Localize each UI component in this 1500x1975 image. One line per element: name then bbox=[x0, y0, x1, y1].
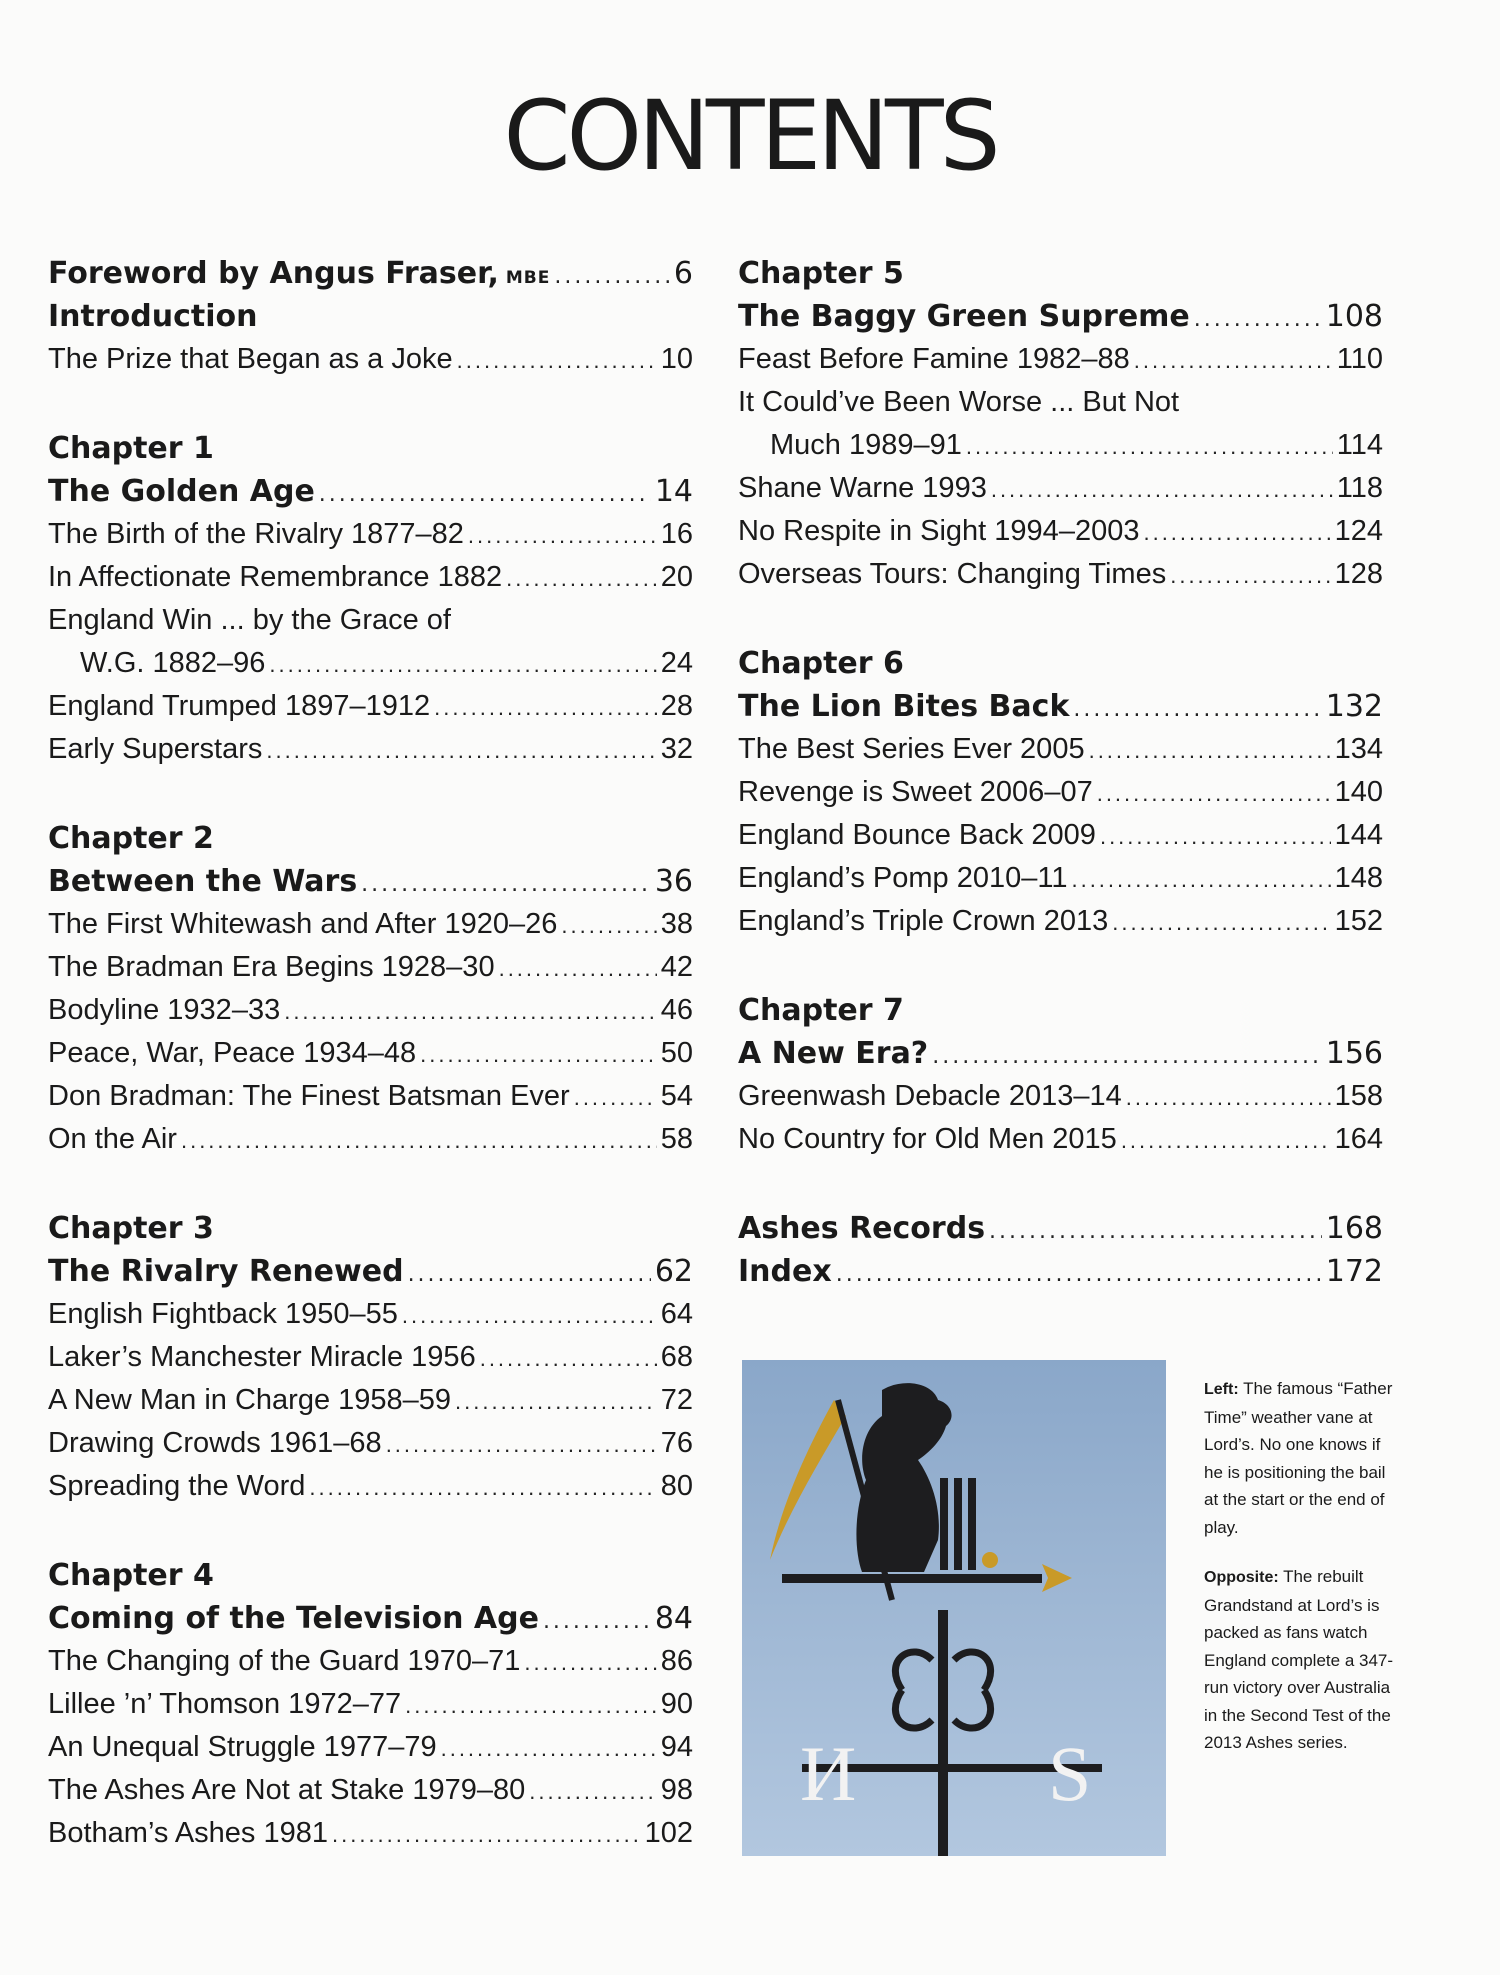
dot-leader bbox=[269, 643, 656, 685]
contents-entry bbox=[48, 903, 693, 946]
weather-vane-illustration bbox=[742, 1360, 1166, 1856]
entry-title: The Ashes Are Not at Stake 1979–80 bbox=[48, 1774, 526, 1806]
contents-entry bbox=[48, 1726, 693, 1769]
contents-entry bbox=[48, 1812, 693, 1855]
contents-entry bbox=[738, 900, 1383, 943]
contents-entry bbox=[48, 1769, 693, 1812]
page-number: 168 bbox=[1325, 1211, 1383, 1246]
contents-entry bbox=[48, 642, 693, 685]
contents-heading-entry bbox=[48, 1597, 693, 1640]
west-letter: И bbox=[800, 1730, 857, 1817]
contents-block bbox=[738, 989, 1383, 1161]
page-number: 68 bbox=[660, 1341, 693, 1373]
dot-leader bbox=[457, 339, 657, 381]
entry-title: Introduction bbox=[48, 299, 258, 334]
entry-title: England’s Pomp 2010–11 bbox=[738, 862, 1068, 894]
caption-left-text: The famous “Father Time” weather vane at Lord’s. No one knows if he is positioning the bail at the start or the end of play. bbox=[1204, 1379, 1393, 1537]
page-number: 62 bbox=[654, 1254, 693, 1289]
entry-title: The Lion Bites Back bbox=[738, 689, 1070, 724]
caption-opposite bbox=[1204, 1563, 1404, 1757]
vane-gold-ball bbox=[982, 1552, 998, 1568]
entry-title: Laker’s Manchester Miracle 1956 bbox=[48, 1341, 476, 1373]
dot-leader bbox=[499, 947, 657, 989]
caption-left bbox=[1204, 1375, 1404, 1541]
page-number: 152 bbox=[1334, 905, 1383, 937]
dot-leader bbox=[574, 1076, 657, 1118]
entry-title: The Changing of the Guard 1970–71 bbox=[48, 1645, 521, 1677]
dot-leader bbox=[402, 1294, 657, 1336]
entry-title: Revenge is Sweet 2006–07 bbox=[738, 776, 1093, 808]
entry-title: The Golden Age bbox=[48, 474, 315, 509]
entry-title: Foreword by Angus Fraser, bbox=[48, 256, 499, 291]
entry-title: English Fightback 1950–55 bbox=[48, 1298, 398, 1330]
page-number: 42 bbox=[660, 951, 693, 983]
page-number: 38 bbox=[660, 908, 693, 940]
entry-title: Early Superstars bbox=[48, 733, 263, 765]
contents-entry bbox=[738, 857, 1383, 900]
contents-block bbox=[738, 252, 1383, 596]
dot-leader bbox=[1089, 729, 1331, 771]
chapter-label: Chapter 4 bbox=[48, 1558, 214, 1593]
page-number: 114 bbox=[1336, 429, 1383, 461]
dot-leader bbox=[1100, 815, 1331, 857]
entry-title: Spreading the Word bbox=[48, 1470, 306, 1502]
scythe-blade bbox=[770, 1400, 846, 1560]
contents-entry bbox=[738, 381, 1383, 424]
contents-block bbox=[48, 817, 693, 1161]
dot-leader bbox=[1126, 1076, 1331, 1118]
dot-leader bbox=[434, 686, 657, 728]
contents-entry bbox=[738, 424, 1383, 467]
caption-opposite-lead: Opposite: bbox=[1204, 1569, 1279, 1586]
dot-leader bbox=[455, 1380, 657, 1422]
page-number: 46 bbox=[660, 994, 693, 1026]
page-number: 64 bbox=[660, 1298, 693, 1330]
page-number: 158 bbox=[1334, 1080, 1383, 1112]
entry-title: Coming of the Television Age bbox=[48, 1601, 539, 1636]
page-number: 14 bbox=[654, 474, 693, 509]
page-title: CONTENTS bbox=[503, 80, 997, 192]
dot-leader bbox=[309, 1466, 656, 1508]
dot-leader bbox=[529, 1770, 657, 1812]
dot-leader bbox=[1194, 298, 1322, 338]
dot-leader bbox=[386, 1423, 657, 1465]
contents-entry bbox=[738, 467, 1383, 510]
contents-entry bbox=[738, 728, 1383, 771]
page-number: 50 bbox=[660, 1037, 693, 1069]
contents-entry bbox=[738, 1118, 1383, 1161]
dot-leader bbox=[332, 1813, 641, 1855]
stump-right bbox=[968, 1478, 976, 1570]
dot-leader bbox=[468, 514, 657, 556]
entry-title: A New Era? bbox=[738, 1036, 929, 1071]
contents-entry bbox=[48, 946, 693, 989]
page-number: 94 bbox=[660, 1731, 693, 1763]
vane-pole bbox=[938, 1610, 948, 1856]
contents-right-column bbox=[738, 252, 1383, 1339]
contents-entry bbox=[48, 728, 693, 771]
entry-title: It Could’ve Been Worse ... But Not bbox=[738, 386, 1180, 418]
dot-leader bbox=[932, 1035, 1322, 1075]
entry-title: Greenwash Debacle 2013–14 bbox=[738, 1080, 1122, 1112]
page-number: 128 bbox=[1334, 558, 1383, 590]
entry-title: Much 1989–91 bbox=[770, 429, 962, 461]
photo-caption bbox=[1204, 1375, 1404, 1779]
entry-title: Peace, War, Peace 1934–48 bbox=[48, 1037, 417, 1069]
entry-title: Bodyline 1932–33 bbox=[48, 994, 281, 1026]
entry-title: England Trumped 1897–1912 bbox=[48, 690, 431, 722]
entry-title: The Baggy Green Supreme bbox=[738, 299, 1190, 334]
dot-leader bbox=[989, 1210, 1322, 1250]
page-number: 90 bbox=[660, 1688, 693, 1720]
dot-leader bbox=[1071, 858, 1330, 900]
entry-title-suffix: MBE bbox=[505, 268, 551, 288]
dot-leader bbox=[991, 468, 1333, 510]
contents-entry bbox=[48, 338, 693, 381]
dot-leader bbox=[1112, 901, 1330, 943]
entry-title: England Bounce Back 2009 bbox=[738, 819, 1096, 851]
page-number: 72 bbox=[660, 1384, 693, 1416]
entry-title: W.G. 1882–96 bbox=[80, 647, 266, 679]
page-number: 36 bbox=[654, 864, 693, 899]
entry-title: The Bradman Era Begins 1928–30 bbox=[48, 951, 495, 983]
page-number: 76 bbox=[660, 1427, 693, 1459]
dot-leader bbox=[408, 1253, 651, 1293]
page-number: 110 bbox=[1336, 343, 1383, 375]
contents-entry bbox=[738, 553, 1383, 596]
entry-title: The Best Series Ever 2005 bbox=[738, 733, 1085, 765]
entry-title: Drawing Crowds 1961–68 bbox=[48, 1427, 382, 1459]
entry-title: The First Whitewash and After 1920–26 bbox=[48, 908, 558, 940]
page-number: 98 bbox=[660, 1774, 693, 1806]
contents-block bbox=[738, 1207, 1383, 1293]
contents-heading-entry bbox=[48, 470, 693, 513]
page-number: 134 bbox=[1334, 733, 1383, 765]
dot-leader bbox=[524, 1641, 656, 1683]
contents-heading-entry bbox=[48, 1250, 693, 1293]
entry-title: Feast Before Famine 1982–88 bbox=[738, 343, 1130, 375]
dot-leader bbox=[284, 990, 657, 1032]
father-time-weather-vane-photo bbox=[742, 1360, 1166, 1856]
dot-leader bbox=[480, 1337, 657, 1379]
page-number: 108 bbox=[1325, 299, 1383, 334]
entry-title: Don Bradman: The Finest Batsman Ever bbox=[48, 1080, 570, 1112]
chapter-label: Chapter 1 bbox=[48, 431, 214, 466]
contents-heading-entry bbox=[48, 252, 693, 295]
page-number: 86 bbox=[660, 1645, 693, 1677]
vane-arrow-bar bbox=[782, 1574, 1042, 1583]
entry-title: On the Air bbox=[48, 1123, 177, 1155]
page-number: 6 bbox=[673, 256, 693, 291]
contents-heading-entry bbox=[48, 860, 693, 903]
entry-title: Ashes Records bbox=[738, 1211, 986, 1246]
contents-heading-entry bbox=[738, 295, 1383, 338]
entry-title: Overseas Tours: Changing Times bbox=[738, 558, 1167, 590]
contents-entry bbox=[738, 771, 1383, 814]
chapter-label: Chapter 3 bbox=[48, 1211, 214, 1246]
dot-leader bbox=[266, 729, 656, 771]
page-number: 28 bbox=[660, 690, 693, 722]
page-number: 32 bbox=[660, 733, 693, 765]
dot-leader bbox=[1073, 688, 1321, 728]
page-number: 124 bbox=[1334, 515, 1383, 547]
entry-title: A New Man in Charge 1958–59 bbox=[48, 1384, 452, 1416]
entry-title: Botham’s Ashes 1981 bbox=[48, 1817, 328, 1849]
contents-entry bbox=[48, 1118, 693, 1161]
page-number: 54 bbox=[660, 1080, 693, 1112]
page-number: 10 bbox=[660, 343, 693, 375]
dot-leader bbox=[420, 1033, 657, 1075]
dot-leader bbox=[966, 425, 1333, 467]
contents-heading-entry bbox=[738, 1032, 1383, 1075]
page-number: 140 bbox=[1334, 776, 1383, 808]
contents-entry bbox=[738, 338, 1383, 381]
page-number: 144 bbox=[1334, 819, 1383, 851]
contents-heading-entry bbox=[48, 295, 693, 338]
page-number: 164 bbox=[1334, 1123, 1383, 1155]
contents-block bbox=[48, 427, 693, 771]
contents-entry bbox=[48, 989, 693, 1032]
entry-title: England’s Triple Crown 2013 bbox=[738, 905, 1109, 937]
contents-block bbox=[738, 642, 1383, 943]
dot-leader bbox=[361, 863, 651, 903]
caption-opposite-text: The rebuilt Grandstand at Lord’s is packed as fans watch England complete a 347-run victory over Australia in the Second Test of the 2013 Ashes series. bbox=[1204, 1567, 1394, 1752]
page-number: 148 bbox=[1334, 862, 1383, 894]
contents-entry bbox=[48, 513, 693, 556]
caption-left-lead: Left: bbox=[1204, 1381, 1239, 1398]
entry-title: The Prize that Began as a Joke bbox=[48, 343, 453, 375]
chapter-label: Chapter 2 bbox=[48, 821, 214, 856]
contents-entry bbox=[48, 599, 693, 642]
contents-entry bbox=[48, 1683, 693, 1726]
page-number: 20 bbox=[660, 561, 693, 593]
entry-title: Index bbox=[738, 1254, 832, 1289]
dot-leader bbox=[1097, 772, 1331, 814]
dot-leader bbox=[405, 1684, 657, 1726]
dot-leader bbox=[506, 557, 657, 599]
contents-block bbox=[48, 252, 693, 381]
dot-leader bbox=[543, 1600, 651, 1640]
page-number: 102 bbox=[644, 1817, 693, 1849]
dot-leader bbox=[181, 1119, 657, 1161]
contents-entry bbox=[48, 1075, 693, 1118]
dot-leader bbox=[1134, 339, 1333, 381]
father-time-figure bbox=[856, 1383, 951, 1572]
contents-heading-entry bbox=[738, 685, 1383, 728]
contents-left-column bbox=[48, 252, 693, 1901]
entry-title: No Country for Old Men 2015 bbox=[738, 1123, 1117, 1155]
page-number: 118 bbox=[1336, 472, 1383, 504]
contents-entry bbox=[48, 1032, 693, 1075]
dot-leader bbox=[1170, 554, 1330, 596]
contents-entry bbox=[48, 1336, 693, 1379]
entry-title: In Affectionate Remembrance 1882 bbox=[48, 561, 503, 593]
entry-title: Lillee ’n’ Thomson 1972–77 bbox=[48, 1688, 402, 1720]
entry-title: England Win ... by the Grace of bbox=[48, 604, 451, 636]
contents-entry bbox=[738, 814, 1383, 857]
south-letter: S bbox=[1048, 1730, 1092, 1817]
dot-leader bbox=[561, 904, 656, 946]
contents-block bbox=[48, 1207, 693, 1508]
page-number: 84 bbox=[654, 1601, 693, 1636]
page-number: 58 bbox=[660, 1123, 693, 1155]
contents-entry bbox=[738, 1075, 1383, 1118]
chapter-label: Chapter 7 bbox=[738, 993, 904, 1028]
contents-entry bbox=[48, 556, 693, 599]
entry-title: An Unequal Struggle 1977–79 bbox=[48, 1731, 437, 1763]
page-number: 80 bbox=[660, 1470, 693, 1502]
stump-left bbox=[940, 1478, 948, 1570]
contents-entry bbox=[48, 1465, 693, 1508]
contents-entry bbox=[48, 1379, 693, 1422]
contents-entry bbox=[738, 510, 1383, 553]
page-number: 24 bbox=[660, 647, 693, 679]
dot-leader bbox=[441, 1727, 657, 1769]
contents-entry bbox=[48, 1640, 693, 1683]
entry-title: The Rivalry Renewed bbox=[48, 1254, 404, 1289]
chapter-label: Chapter 5 bbox=[738, 256, 904, 291]
entry-title: No Respite in Sight 1994–2003 bbox=[738, 515, 1140, 547]
chapter-label: Chapter 6 bbox=[738, 646, 904, 681]
entry-title: Shane Warne 1993 bbox=[738, 472, 987, 504]
dot-leader bbox=[319, 473, 651, 513]
contents-entry bbox=[48, 685, 693, 728]
page-number: 172 bbox=[1325, 1254, 1383, 1289]
contents-heading-entry bbox=[738, 1207, 1383, 1250]
dot-leader bbox=[1143, 511, 1330, 553]
contents-heading-entry bbox=[738, 1250, 1383, 1293]
vane-arrow-head bbox=[1042, 1564, 1072, 1592]
contents-entry bbox=[48, 1422, 693, 1465]
entry-title: The Birth of the Rivalry 1877–82 bbox=[48, 518, 464, 550]
page-number: 16 bbox=[660, 518, 693, 550]
entry-title: Between the Wars bbox=[48, 864, 358, 899]
page-number: 156 bbox=[1325, 1036, 1383, 1071]
contents-block bbox=[48, 1554, 693, 1855]
dot-leader bbox=[1121, 1119, 1331, 1161]
dot-leader bbox=[554, 255, 670, 295]
dot-leader bbox=[836, 1253, 1322, 1293]
contents-entry bbox=[48, 1293, 693, 1336]
stump-middle bbox=[954, 1478, 962, 1570]
page-number: 132 bbox=[1325, 689, 1383, 724]
